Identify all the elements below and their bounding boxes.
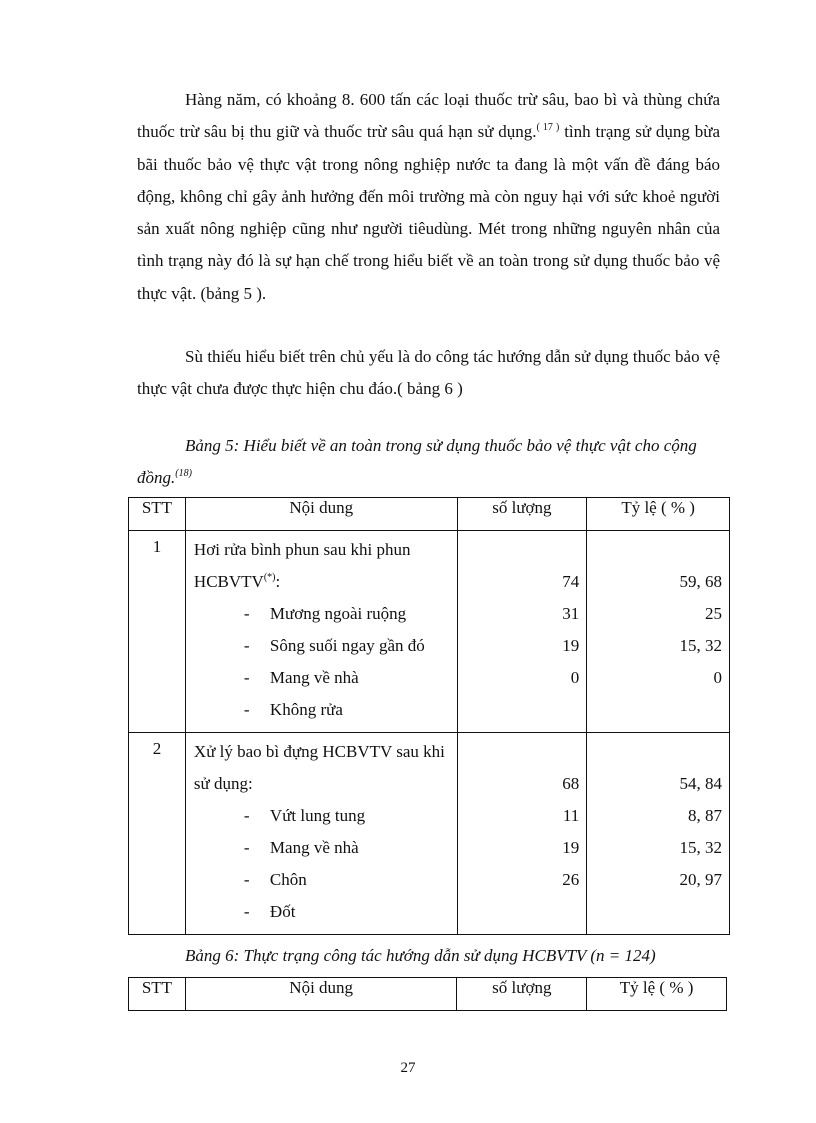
rate-value: 20, 97: [679, 870, 722, 889]
table5-caption-text: Bảng 5: Hiểu biết về an toàn trong sử dụng thuốc bảo vệ thực vật cho cộng đồng.: [137, 436, 697, 487]
count-value: 19: [562, 838, 580, 857]
paragraph-2-text: Sù thiếu hiểu biết trên chủ yếu là do công tác hướng dẫn sử dụng thuốc bảo vệ thực vật chưa được thực hiện chu đáo.( bảng 6 ): [137, 347, 720, 399]
table5-caption: [137, 430, 720, 494]
table-6: [128, 977, 727, 1011]
list-item: - Vứt lung tung: [243, 806, 366, 825]
count-value: 68: [562, 774, 580, 793]
row2-title: Xử lý bao bì đựng HCBVTV sau khi sử dụng:: [193, 742, 445, 793]
reference-18: (18): [175, 468, 192, 479]
header-stt: STT: [129, 498, 186, 531]
row2-stt: 2: [129, 733, 186, 935]
list-item: - Sông suối ngay gần đó: [243, 636, 425, 655]
count-value: 74: [562, 572, 580, 591]
list-item: - Chôn: [243, 870, 307, 889]
header-content: Nội dung: [185, 498, 457, 531]
table-row: [129, 733, 730, 935]
count-value: 11: [562, 806, 580, 825]
list-item: - Không rửa: [243, 700, 343, 719]
paragraph-1-text: Hàng năm, có khoảng 8. 600 tấn các loại thuốc trừ sâu, bao bì và thùng chứa thuốc trừ sâu bị thu giữ và thuốc trừ sâu quá hạn sử dụng.: [137, 90, 720, 142]
rate-value: 15, 32: [679, 838, 722, 857]
row2-counts: [457, 733, 587, 935]
count-value: 0: [570, 668, 580, 687]
row1-stt: 1: [129, 531, 186, 733]
list-item: - Mương ngoài ruộng: [243, 604, 407, 623]
row1-rates: [587, 531, 730, 733]
paragraph-1-continued: tình trạng sử dụng bừa bãi thuốc bảo vệ thực vật trong nông nghiệp nước ta đang là một vấn đề đáng báo động, không chỉ gây ảnh hưởng đến môi trường mà còn nguy hại với sức khoẻ người sản xuất nông nghiệp cũng như người tiêudùng. Mét trong những nguyên nhân của tình trạng này đó là sự hạn chế trong hiểu biết về an toàn trong sử dụng thuốc bảo vệ thực vật. (bảng 5 ).: [137, 122, 721, 303]
rate-value: 8, 87: [688, 806, 722, 825]
list-item: - Mang về nhà: [243, 838, 359, 857]
table5-header-row: [129, 498, 730, 531]
rate-value: 15, 32: [679, 636, 722, 655]
table-5: [128, 497, 730, 935]
header-rate: Tỷ lệ ( % ): [587, 978, 727, 1011]
row1-content: [185, 531, 457, 733]
count-value: 26: [562, 870, 580, 889]
reference-17: ( 17 ): [536, 122, 560, 134]
header-stt: STT: [129, 978, 186, 1011]
row2-rates: [587, 733, 730, 935]
row1-title: Hơi rửa bình phun sau khi phun HCBVTV(*):: [193, 540, 411, 591]
list-item: - Mang về nhà: [243, 668, 359, 687]
footnote-marker: (*): [263, 572, 276, 583]
header-content: Nội dung: [185, 978, 456, 1011]
row1-counts: [457, 531, 587, 733]
header-rate: Tỷ lệ ( % ): [587, 498, 730, 531]
header-count: số lượng: [457, 498, 587, 531]
table-row: [129, 531, 730, 733]
count-value: 19: [562, 636, 580, 655]
rate-value: 0: [713, 668, 722, 687]
row2-content: [185, 733, 457, 935]
rate-value: 59, 68: [679, 572, 722, 591]
list-item: - Đốt: [243, 902, 296, 921]
table6-caption: [137, 940, 720, 972]
table6-caption-text: Bảng 6: Thực trạng công tác hướng dẫn sử dụng HCBVTV (n = 124): [185, 946, 656, 965]
rate-value: 25: [705, 604, 722, 623]
paragraph-1: [137, 84, 720, 310]
count-value: 31: [562, 604, 580, 623]
paragraph-2: [137, 341, 720, 406]
page-number: 27: [400, 1060, 416, 1076]
header-count: số lượng: [457, 978, 587, 1011]
rate-value: 54, 84: [679, 774, 722, 793]
table6-header-row: [129, 978, 727, 1011]
